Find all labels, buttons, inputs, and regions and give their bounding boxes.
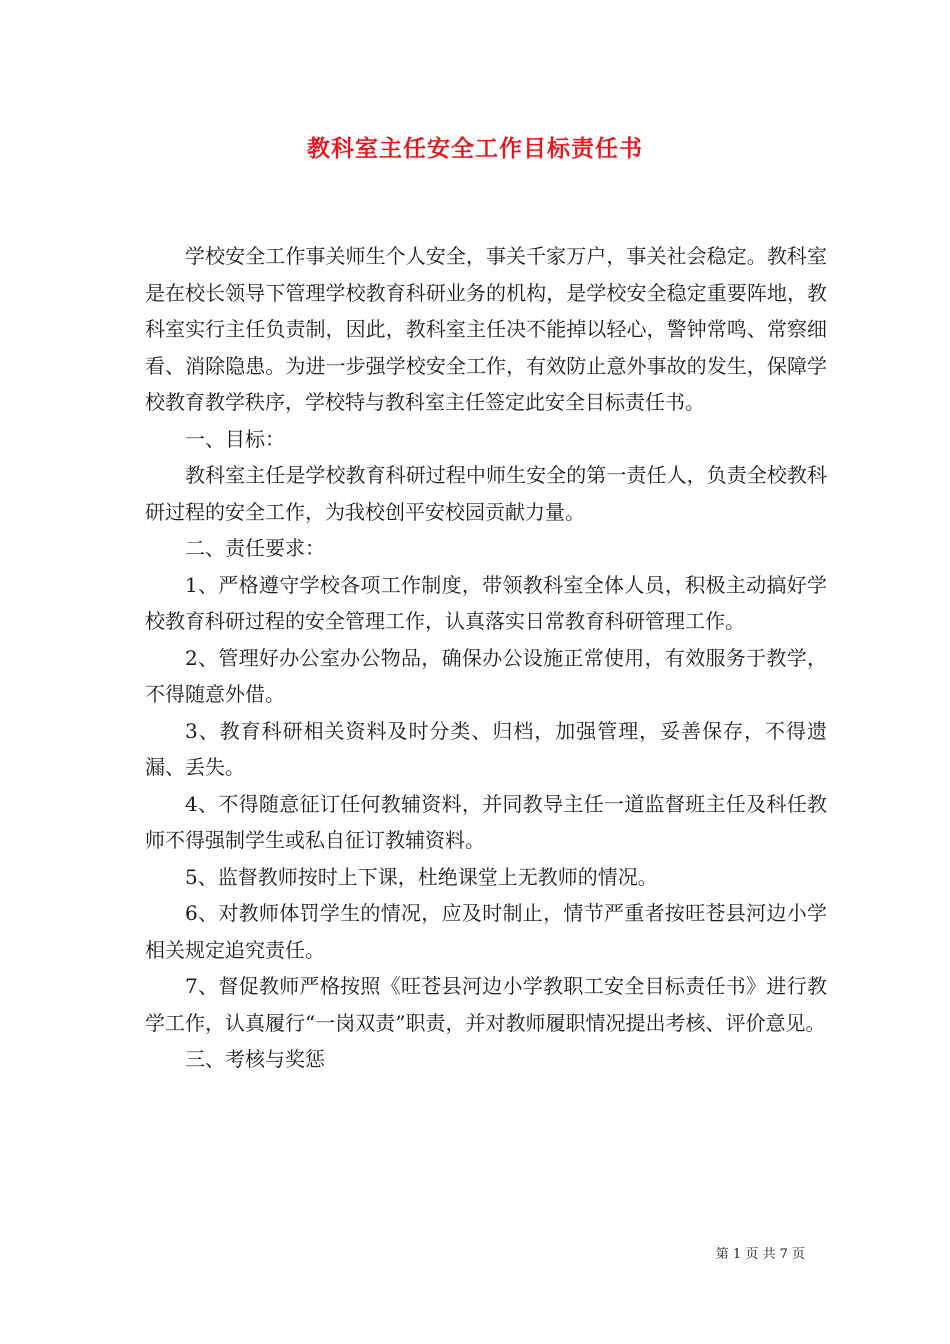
paragraph-goal: 教科室主任是学校教育科研过程中师生安全的第一责任人，负责全校教科研过程的安全工作，为我校创平安校园贡献力量。 [145,463,827,524]
requirement-item-7: 7、督促教师严格按照《旺苍县河边小学教职工安全目标责任书》进行教学工作，认真履行“一岗双责”职责，并对教师履职情况提出考核、评价意见。 [145,974,827,1035]
requirement-item-1: 1、严格遵守学校各项工作制度，带领教科室全体人员，积极主动搞好学校教育科研过程的安全管理工作，认真落实日常教育科研管理工作。 [145,572,827,633]
section-heading-assessment: 三、考核与奖惩 [185,1047,325,1071]
requirement-item-2: 2、管理好办公室办公物品，确保办公设施正常使用，有效服务于教学，不得随意外借。 [145,645,827,706]
section-heading-goal: 一、目标： [185,426,285,451]
requirement-item-6: 6、对教师体罚学生的情况，应及时制止，情节严重者按旺苍县河边小学相关规定追究责任。 [145,901,827,962]
section-heading-requirements: 二、责任要求： [185,536,325,560]
page-number-footer: 第 1 页 共 7 页 [715,1247,805,1262]
document-title: 教科室主任安全工作目标责任书 [307,135,643,162]
requirement-item-3: 3、教育科研相关资料及时分类、归档，加强管理，妥善保存，不得遗漏、丢失。 [145,718,827,779]
paragraph-intro: 学校安全工作事关师生个人安全，事关千家万户，事关社会稳定。教科室是在校长领导下管理学校教育科研业务的机构，是学校安全稳定重要阵地，教科室实行主任负责制，因此，教科室主任决不能掉以轻心，警钟常鸣、常察细看、消除隐患。为进一步强学校安全工作，有效防止意外事故的发生，保障学校教育教学秩序，学校特与教科室主任签定此安全目标责任书。 [145,244,827,414]
document-body [145,238,827,1078]
requirement-item-5: 5、监督教师按时上下课，杜绝课堂上无教师的情况。 [185,864,658,889]
requirement-item-4: 4、不得随意征订任何教辅资料，并同教导主任一道监督班主任及科任教师不得强制学生或私自征订教辅资料。 [145,791,827,852]
